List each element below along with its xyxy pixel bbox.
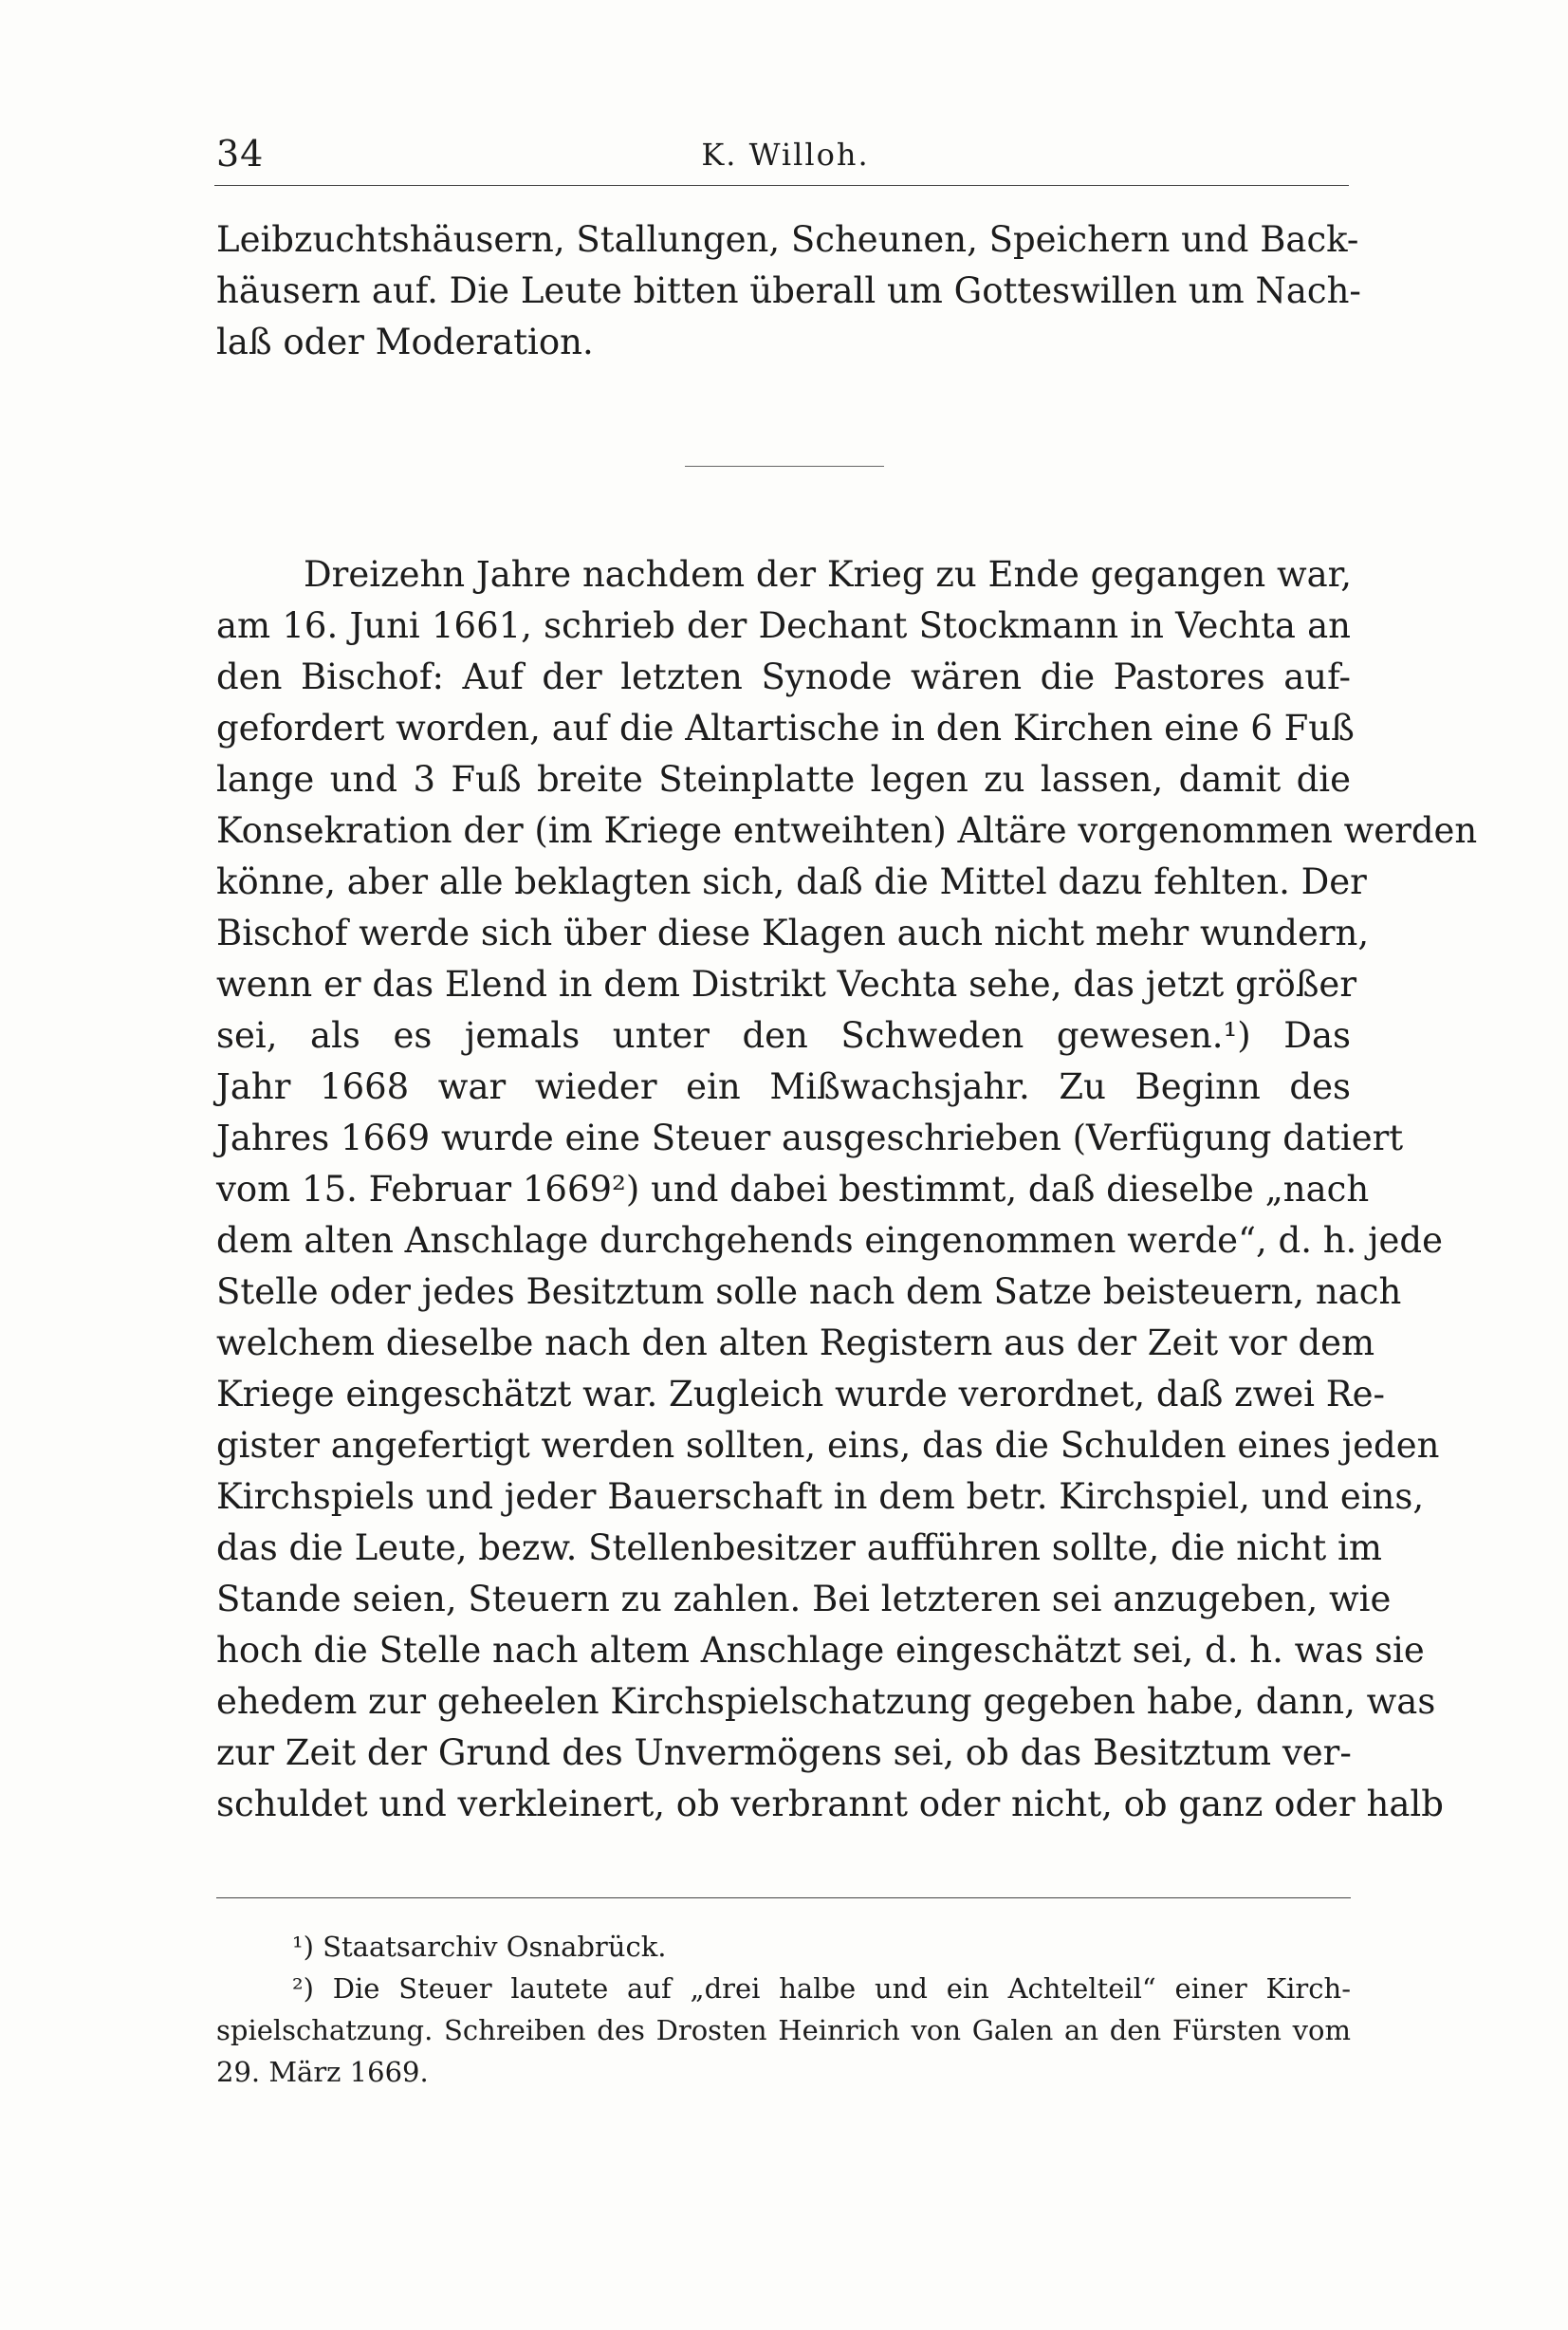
footnote-rule bbox=[216, 1897, 1351, 1898]
text-line: Jahres 1669 wurde eine Steuer ausgeschrieben (Verfügung datiert bbox=[216, 1118, 1404, 1158]
text-line: vom 15. Februar 1669²) und dabei bestimmt, daß dieselbe „nach bbox=[216, 1169, 1370, 1210]
paragraph-main bbox=[216, 549, 1478, 1830]
text-line: Leibzuchtshäusern, Stallungen, Scheunen, Speichern und Back- bbox=[216, 219, 1359, 260]
text-line: könne, aber alle beklagten sich, daß die Mittel dazu fehlten. Der bbox=[216, 861, 1367, 902]
text-line: häusern auf. Die Leute bitten überall um Gotteswillen um Nach- bbox=[216, 270, 1361, 311]
text-line: ehedem zur geheelen Kirchspielschatzung gegeben habe, dann, was bbox=[216, 1681, 1436, 1722]
running-head: K. Willoh. bbox=[701, 137, 870, 173]
text-line: sei, als es jemals unter den Schweden gewesen.¹) Das bbox=[216, 1015, 1351, 1056]
text-line: zur Zeit der Grund des Unvermögens sei, ob das Besitztum ver- bbox=[216, 1732, 1352, 1773]
text-line: Kriege eingeschätzt war. Zugleich wurde verordnet, daß zwei Re- bbox=[216, 1374, 1386, 1415]
text-line: Konsekration der (im Kriege entweihten) Altäre vorgenommen werden bbox=[216, 810, 1478, 851]
text-line: Stande seien, Steuern zu zahlen. Bei letzteren sei anzugeben, wie bbox=[216, 1579, 1392, 1619]
text-line: gefordert worden, auf die Altartische in den Kirchen eine 6 Fuß bbox=[216, 708, 1355, 749]
footnote-1: ¹) Staatsarchiv Osnabrück. bbox=[292, 1931, 667, 1963]
text-line: Kirchspiels und jeder Bauerschaft in dem betr. Kirchspiel, und eins, bbox=[216, 1476, 1425, 1517]
paragraph-continued bbox=[216, 214, 1361, 368]
section-divider bbox=[685, 466, 884, 467]
text-line: laß oder Moderation. bbox=[216, 322, 594, 362]
text-line: Bischof werde sich über diese Klagen auch nicht mehr wundern, bbox=[216, 913, 1370, 953]
text-line: welchem dieselbe nach den alten Registern aus der Zeit vor dem bbox=[216, 1322, 1375, 1363]
text-line: dem alten Anschlage durchgehends eingenommen werde“, d. h. jede bbox=[216, 1220, 1444, 1261]
text-line: gister angefertigt werden sollten, eins, das die Schulden eines jeden bbox=[216, 1425, 1440, 1466]
footnote-2-line: spielschatzung. Schreiben des Drosten Heinrich von Galen an den Fürsten vom bbox=[216, 2014, 1351, 2046]
text-line: schuldet und verkleinert, ob verbrannt oder nicht, ob ganz oder halb bbox=[216, 1784, 1444, 1824]
text-line: wenn er das Elend in dem Distrikt Vechta sehe, das jetzt größer bbox=[216, 964, 1357, 1005]
text-line: am 16. Juni 1661, schrieb der Dechant Stockmann in Vechta an bbox=[216, 605, 1351, 646]
text-line: Dreizehn Jahre nachdem der Krieg zu Ende gegangen war, bbox=[304, 554, 1353, 595]
header-rule bbox=[214, 185, 1349, 186]
text-line: den Bischof: Auf der letzten Synode wären die Pastores auf- bbox=[216, 656, 1351, 697]
text-line: das die Leute, bezw. Stellenbesitzer aufführen sollte, die nicht im bbox=[216, 1527, 1382, 1568]
text-line: Jahr 1668 war wieder ein Mißwachsjahr. Zu Beginn des bbox=[216, 1066, 1351, 1107]
footnote-2-line: 29. März 1669. bbox=[216, 2056, 429, 2088]
text-line: hoch die Stelle nach altem Anschlage eingeschätzt sei, d. h. was sie bbox=[216, 1630, 1425, 1671]
footnotes bbox=[216, 1926, 1351, 2093]
text-line: Stelle oder jedes Besitztum solle nach dem Satze beisteuern, nach bbox=[216, 1271, 1402, 1312]
page-number: 34 bbox=[216, 133, 265, 175]
text-line: lange und 3 Fuß breite Steinplatte legen zu lassen, damit die bbox=[216, 759, 1351, 800]
page-header bbox=[216, 133, 1355, 180]
footnote-2-line: ²) Die Steuer lautete auf „drei halbe und ein Achtelteil“ einer Kirch- bbox=[292, 1972, 1351, 2005]
